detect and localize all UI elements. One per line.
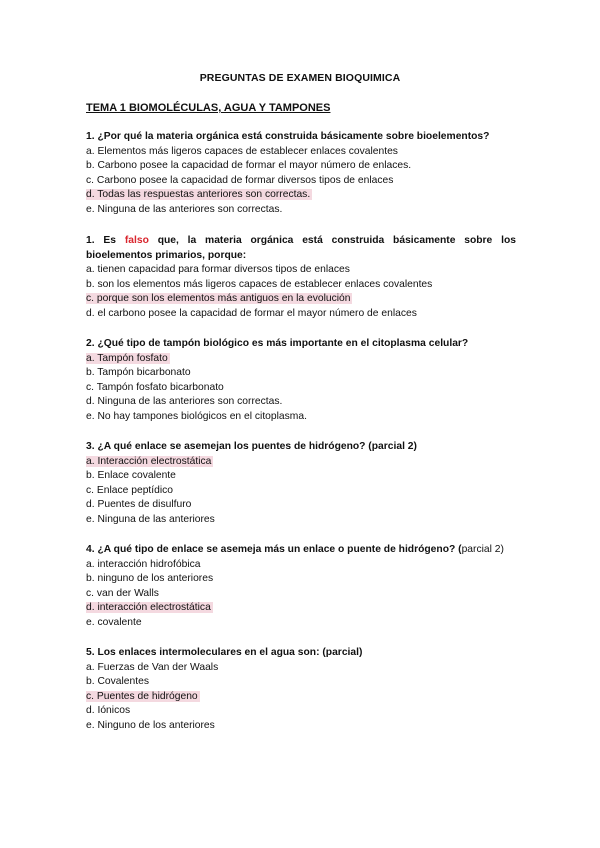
answer-option: e. No hay tampones biológicos en el citoplasma. [86,410,307,422]
answer-option: d. Puentes de disulfuro [86,499,192,511]
falso-keyword: falso [124,235,149,246]
answer-option: e. Ninguna de las anteriores [86,513,215,525]
answer-list [86,455,516,528]
answer-option: d. Ninguna de las anteriores son correctas. [86,396,283,408]
question-title: 1. Es falso que, la materia orgánica está construida básicamente sobre los bioelementos primarios, porque: [86,235,516,261]
answer-option: c. Carbono posee la capacidad de formar diversos tipos de enlaces [86,174,394,186]
question-block [86,646,516,734]
question-block [86,543,516,631]
question-title: 5. Los enlaces intermoleculares en el agua son: (parcial) [86,647,363,658]
answer-option: a. interacción hidrofóbica [86,558,201,570]
answer-list [86,263,516,321]
answer-option: b. Enlace covalente [86,470,176,482]
answer-option-correct: c. porque son los elementos más antiguos en la evolución [86,293,351,305]
question-block [86,234,516,322]
answer-list [86,661,516,734]
document-title: PREGUNTAS DE EXAMEN BIOQUIMICA [199,72,401,84]
answer-option: c. van der Walls [86,587,159,599]
answer-option: a. tienen capacidad para formar diversos tipos de enlaces [86,264,350,276]
answer-option: c. Enlace peptídico [86,484,174,496]
question-title: 2. ¿Qué tipo de tampón biológico es más importante en el citoplasma celular? [86,338,469,349]
question-block [86,337,516,425]
answer-option: b. ninguno de los anteriores [86,573,214,585]
answer-list [86,145,516,218]
answer-option: e. covalente [86,616,142,628]
answer-option-correct: a. Tampón fosfato [86,352,168,364]
answer-list [86,558,516,631]
answer-option-correct: d. Todas las respuestas anteriores son correctas. [86,189,311,201]
answer-option: d. Iónicos [86,705,131,717]
answer-option-correct: c. Puentes de hidrógeno [86,690,198,702]
answer-option: b. son los elementos más ligeros capaces de establecer enlaces covalentes [86,278,433,290]
answer-option: b. Carbono posee la capacidad de formar el mayor número de enlaces. [86,160,412,172]
section-title: TEMA 1 BIOMOLÉCULAS, AGUA Y TAMPONES [86,102,331,114]
answer-option: a. Fuerzas de Van der Waals [86,661,219,673]
answer-list [86,352,516,425]
question-title: 4. ¿A qué tipo de enlace se asemeja más un enlace o puente de hidrógeno? (parcial 2) [86,544,504,555]
question-block [86,440,516,528]
question-block [86,130,516,218]
answer-option-correct: d. interacción electrostática [86,602,211,614]
question-title: 1. ¿Por qué la materia orgánica está construida básicamente sobre bioelementos? [86,131,490,142]
answer-option: a. Elementos más ligeros capaces de establecer enlaces covalentes [86,145,398,157]
answer-option: b. Tampón bicarbonato [86,367,191,379]
answer-option: b. Covalentes [86,676,149,688]
answer-option: e. Ninguna de las anteriores son correctas. [86,203,283,215]
question-title: 3. ¿A qué enlace se asemejan los puentes de hidrógeno? (parcial 2) [86,441,417,452]
answer-option-correct: a. Interacción electrostática [86,455,212,467]
answer-option: e. Ninguno de los anteriores [86,719,215,731]
answer-option: c. Tampón fosfato bicarbonato [86,381,224,393]
answer-option: d. el carbono posee la capacidad de formar el mayor número de enlaces [86,307,417,319]
